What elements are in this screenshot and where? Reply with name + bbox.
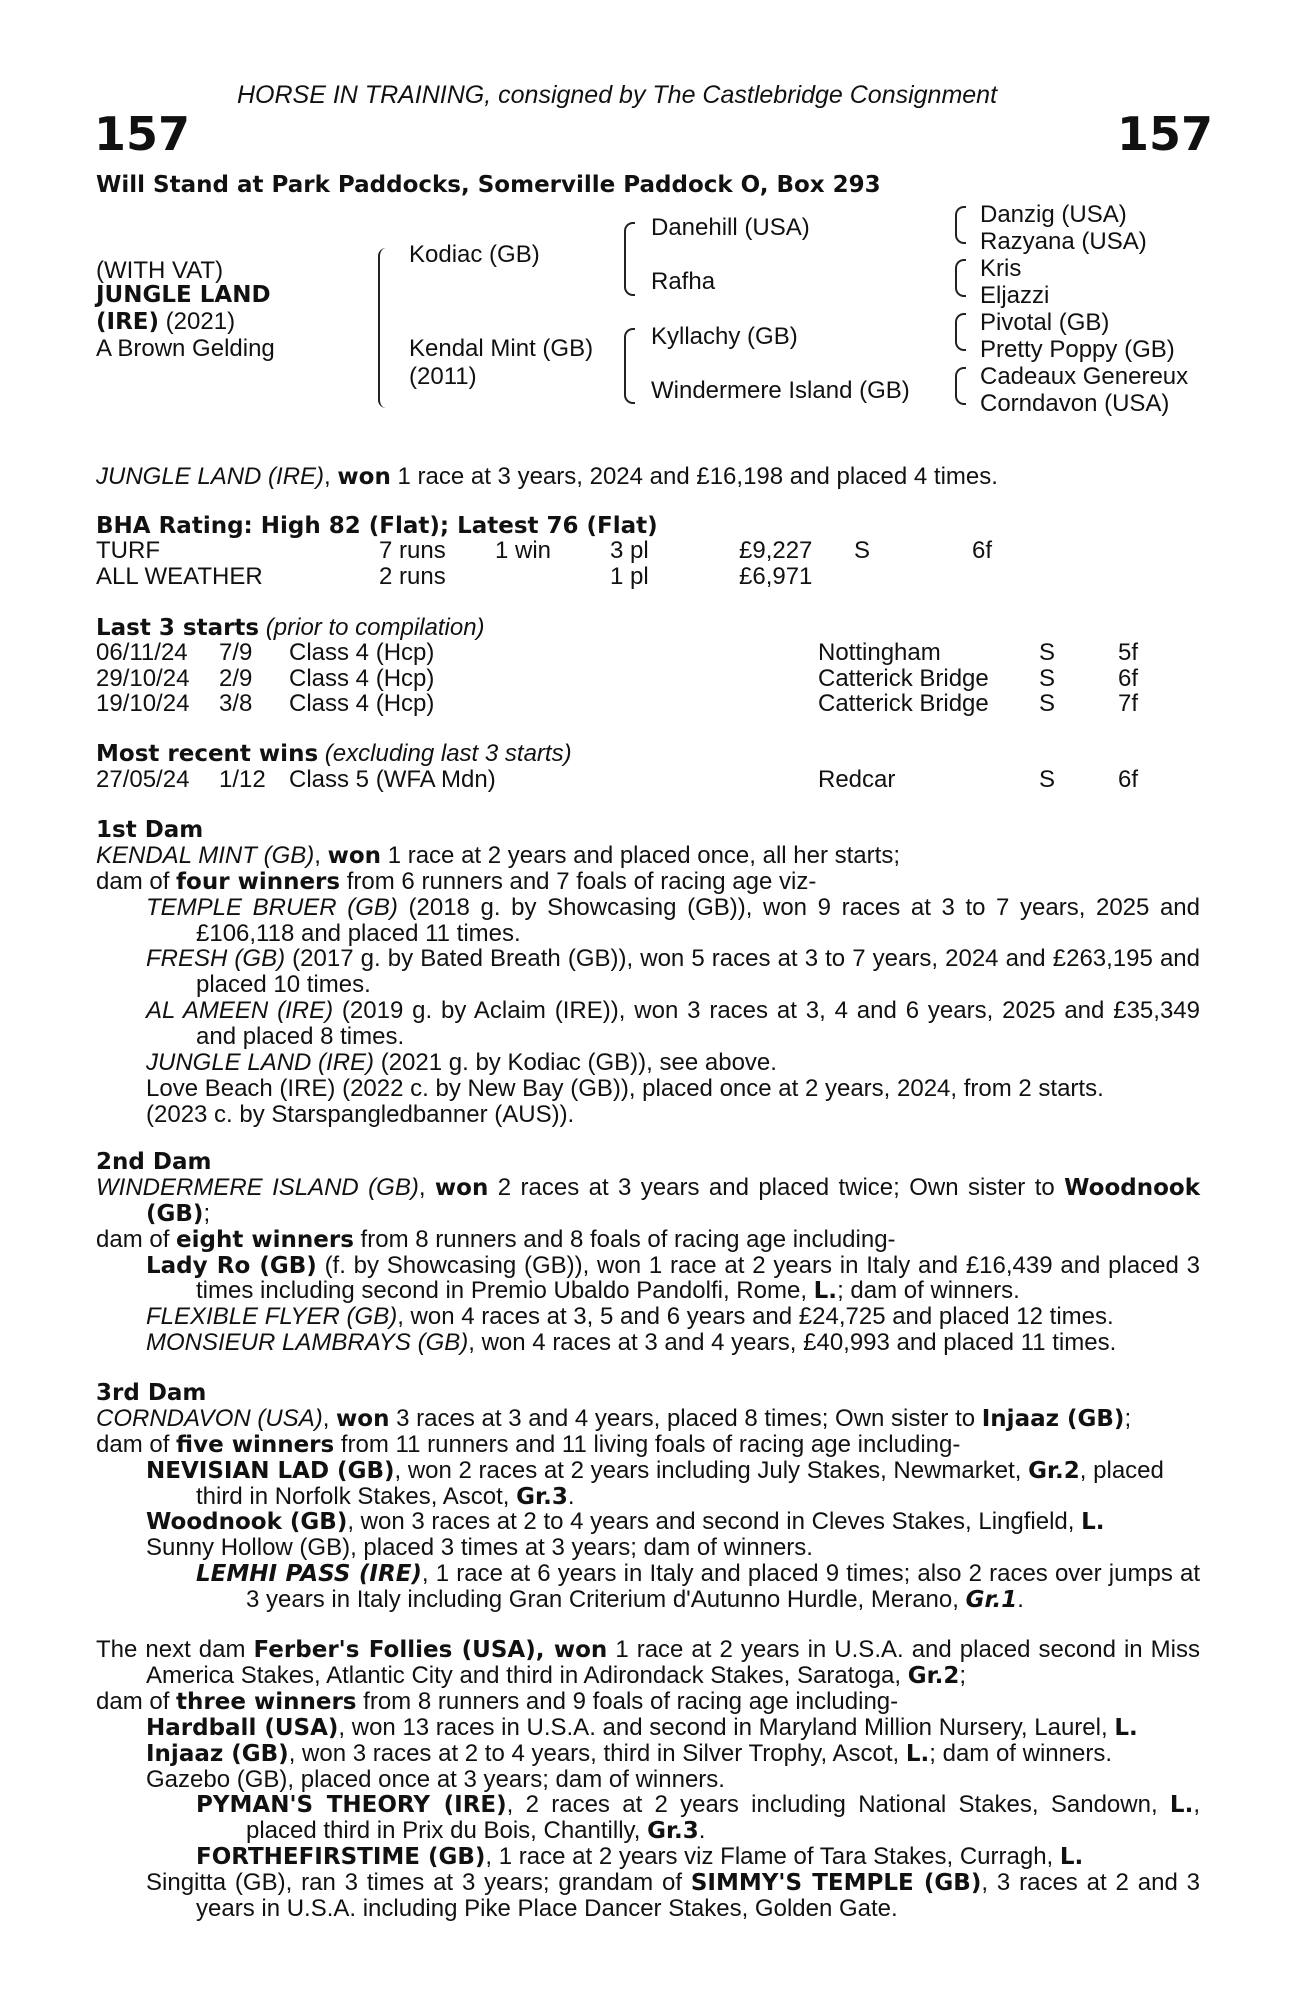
- pedigree-sdd: Eljazzi: [980, 282, 1050, 309]
- progeny-record: , placed third in Norfolk Stakes, Ascot,: [196, 1456, 1164, 1510]
- form-cls: Class 4 (Hcp): [289, 639, 435, 666]
- rating-placed: 1 pl: [610, 563, 649, 590]
- dam-name: Ferber's Follies (USA): [253, 1637, 536, 1663]
- progeny-record: , won 3 races at 2 to 4 years, third in Silver Trophy, Ascot,: [288, 1739, 906, 1767]
- race-grade: Gr.3: [647, 1818, 699, 1845]
- progeny-item: [96, 1741, 1200, 1767]
- form-date: 27/05/24: [96, 766, 190, 793]
- form-course: Catterick Bridge: [818, 690, 989, 717]
- form-pos: 1/12: [219, 766, 266, 793]
- dam-of-line: [96, 1689, 1200, 1715]
- text: ; dam of winners.: [837, 1277, 1020, 1305]
- progeny-name: JUNGLE LAND (IRE): [146, 1049, 375, 1077]
- progeny-item: [96, 1304, 1200, 1330]
- progeny-item: Sunny Hollow (GB), placed 3 times at 3 years; dam of winners.: [146, 1534, 813, 1562]
- progeny-item: [96, 1715, 1200, 1741]
- progeny-name: AL AMEEN (IRE): [146, 997, 334, 1025]
- text: ; dam of winners.: [929, 1739, 1113, 1767]
- race-grade: L.: [905, 1740, 930, 1767]
- progeny-item: [96, 1844, 1200, 1870]
- form-going: S: [1039, 664, 1056, 692]
- form-pos: 7/9: [219, 639, 253, 666]
- text: .: [1017, 1586, 1024, 1614]
- recent-wins-note: (excluding last 3 starts): [318, 740, 572, 767]
- dam-line: KENDAL MINT (GB), won 1 race at 2 years and placed once, all her starts;: [96, 841, 900, 869]
- won-label: won: [327, 842, 382, 869]
- text: ;: [959, 1661, 967, 1689]
- horse-description: A Brown Gelding: [96, 335, 275, 362]
- progeny-record: , won 3 races at 2 to 4 years and second in Cleves Stakes, Lingfield,: [347, 1508, 1082, 1536]
- dam-record: 3 races at 3 and 4 years, placed 8 times; Own sister to: [389, 1404, 982, 1432]
- form-date: 29/10/24: [96, 664, 190, 692]
- progeny-record: (2019 g. by Aclaim (IRE)), won 3 races at 3, 4 and 6 years, 2025 and £35,349 and placed 8 times.: [196, 997, 1200, 1051]
- progeny-name: MONSIEUR LAMBRAYS (GB): [146, 1329, 469, 1357]
- text: dam of: [96, 867, 177, 895]
- dam-of-line: [96, 869, 1200, 895]
- progeny-item: [96, 1253, 1200, 1305]
- first-dam-section: [96, 818, 1200, 1128]
- vat-note: (WITH VAT): [96, 257, 224, 284]
- dam-name: WINDERMERE ISLAND (GB): [96, 1173, 419, 1201]
- progeny-item: [96, 1050, 1200, 1076]
- section-heading: 3rd Dam: [96, 1380, 207, 1406]
- progeny-item: [96, 1561, 1200, 1613]
- dam-record: 1 race at 2 years in U.S.A. and placed second in Miss America Stakes, Atlantic City and third in Adirondack Stakes, Saratoga,: [146, 1636, 1201, 1689]
- won-label: won: [336, 1405, 390, 1432]
- second-dam-section: [96, 1150, 1200, 1356]
- progeny-item: Love Beach (IRE) (2022 c. by New Bay (GB)), placed once at 2 years, 2024, from 2 starts.: [146, 1074, 1104, 1102]
- race-grade: L.: [1059, 1844, 1084, 1871]
- progeny-record: , won 4 races at 3 and 4 years, £40,993 and placed 11 times.: [468, 1329, 1117, 1357]
- rating-wins: 1 win: [495, 537, 552, 564]
- text: from 8 runners and 9 foals of racing age including-: [356, 1687, 899, 1715]
- won-label: , won: [535, 1637, 608, 1663]
- progeny-item: [96, 1792, 1200, 1844]
- summary-horse-name: JUNGLE LAND (IRE): [96, 463, 325, 490]
- summary-text: 1 race at 3 years, 2024 and £16,198 and placed 4 times.: [390, 463, 998, 490]
- rating-going: S: [854, 537, 871, 564]
- race-grade: Gr.1: [965, 1587, 1018, 1614]
- text: The next dam: [96, 1636, 254, 1663]
- progeny-record: (2021 g. by Kodiac (GB)), see above.: [374, 1049, 777, 1077]
- rating-prize: £6,971: [739, 563, 813, 590]
- progeny-item: Gazebo (GB), placed once at 3 years; dam of winners.: [146, 1765, 725, 1793]
- pedigree-brace-main: [378, 248, 388, 408]
- pedigree-dss: Pivotal (GB): [980, 309, 1110, 336]
- text: from 8 runners and 8 foals of racing age including-: [353, 1225, 896, 1253]
- progeny-record: , won 2 races at 2 years including July Stakes, Newmarket,: [394, 1456, 1029, 1484]
- form-date: 06/11/24: [96, 639, 188, 666]
- race-grade: L.: [813, 1278, 838, 1305]
- pedigree-brace-sire: [624, 222, 635, 296]
- winners-count: eight winners: [176, 1226, 354, 1253]
- text: ;: [1124, 1404, 1132, 1432]
- pedigree-sire: Kodiac (GB): [409, 241, 540, 268]
- last-starts-heading: [96, 615, 485, 641]
- race-grade: Gr.2: [907, 1662, 960, 1689]
- progeny-record: , 1 race at 2 years viz Flame of Tara Stakes, Curragh,: [485, 1843, 1060, 1871]
- summary-won: won: [337, 464, 391, 490]
- race-grade: L.: [1081, 1509, 1105, 1536]
- text: .: [698, 1817, 706, 1845]
- progeny-name: FLEXIBLE FLYER (GB): [146, 1303, 398, 1331]
- progeny-record: , 2 races at 2 years including National Stakes, Sandown,: [506, 1791, 1170, 1819]
- text: dam of: [96, 1225, 177, 1253]
- dam-record: 2 races at 3 years and placed twice; Own sister to: [488, 1173, 1065, 1201]
- dam-record: 1 race at 2 years and placed once, all her starts;: [381, 841, 900, 869]
- race-summary: JUNGLE LAND (IRE), won 1 race at 3 years, 2024 and £16,198 and placed 4 times.: [96, 463, 998, 490]
- form-course: Nottingham: [818, 639, 941, 666]
- winners-count: four winners: [176, 868, 341, 895]
- last-starts-note: (prior to compilation): [259, 614, 485, 641]
- pedigree-dam: Kendal Mint (GB): [409, 335, 594, 362]
- rating-prize: £9,227: [739, 537, 813, 564]
- dam-of-line: [96, 1432, 1200, 1458]
- next-dam-section: [96, 1637, 1200, 1922]
- pedigree-brace-dam: [624, 328, 635, 404]
- text: from 11 runners and 11 living foals of racing age including-: [334, 1430, 961, 1458]
- third-dam-section: [96, 1381, 1200, 1613]
- text: dam of: [96, 1687, 177, 1715]
- pedigree-ssd: Razyana (USA): [980, 228, 1147, 255]
- pedigree-brace-sd: [955, 259, 966, 297]
- progeny-name: LEMHI PASS (IRE): [196, 1561, 422, 1588]
- form-date: 19/10/24: [96, 690, 190, 717]
- stand-location: Will Stand at Park Paddocks, Somerville Paddock O, Box 293: [96, 172, 881, 198]
- progeny-name: NEVISIAN LAD (GB): [146, 1457, 395, 1484]
- progeny-record: , 1 race at 6 years in Italy and placed 9 times; also 2 races over jumps at 3 years in Italy including Gran Criterium d'Autunno Hurdle, Merano,: [246, 1560, 1200, 1614]
- pedigree-brace-dd: [955, 367, 966, 405]
- progeny-item: (2023 c. by Starspangledbanner (AUS)).: [146, 1100, 575, 1128]
- pedigree-dam-sire: Kyllachy (GB): [651, 323, 798, 350]
- rating-surface: TURF: [96, 537, 160, 564]
- text: from 6 runners and 7 foals of racing age viz-: [340, 867, 817, 895]
- progeny-item: [96, 1509, 1200, 1535]
- rating-runs: 7 runs: [379, 537, 446, 564]
- pedigree-sire-dam: Rafha: [651, 268, 716, 295]
- pedigree-dsd: Pretty Poppy (GB): [980, 336, 1175, 363]
- horse-name: JUNGLE LAND: [96, 282, 271, 308]
- progeny-item: [96, 1330, 1200, 1356]
- last-starts-title: Last 3 starts: [96, 615, 260, 641]
- won-label: won: [434, 1174, 489, 1201]
- dam-line: WINDERMERE ISLAND (GB), won 2 races at 3 years and placed twice; Own sister to Woodnook (GB);: [96, 1173, 1201, 1227]
- dam-name: KENDAL MINT (GB): [96, 841, 315, 869]
- form-pos: 3/8: [219, 690, 253, 717]
- progeny-name: Woodnook (GB): [146, 1509, 348, 1536]
- winners-count: three winners: [176, 1688, 357, 1715]
- section-heading: 1st Dam: [96, 817, 204, 843]
- progeny-name: TEMPLE BRUER (GB): [146, 893, 398, 921]
- dam-of-line: [96, 1227, 1200, 1253]
- progeny-item: [96, 895, 1200, 947]
- race-grade: Gr.3: [516, 1483, 568, 1510]
- pedigree-dam-year: (2011): [409, 363, 477, 390]
- form-cls: Class 5 (WFA Mdn): [289, 766, 496, 793]
- form-dist: 6f: [1118, 766, 1139, 793]
- progeny-record: , placed third in Prix du Bois, Chantilly,: [246, 1791, 1200, 1845]
- bha-rating: BHA Rating: High 82 (Flat); Latest 76 (Flat): [96, 513, 658, 539]
- form-pos: 2/9: [219, 664, 253, 692]
- progeny-name: Lady Ro (GB): [146, 1252, 317, 1279]
- rating-runs: 2 runs: [379, 563, 446, 590]
- pedigree-brace-ss: [955, 206, 966, 244]
- form-dist: 6f: [1118, 664, 1139, 692]
- progeny-record: (2017 g. by Bated Breath (GB)), won 5 races at 3 to 7 years, 2024 and £263,195 and placed 10 times.: [196, 945, 1200, 999]
- sibling-name: Woodnook (GB): [146, 1174, 1201, 1227]
- form-going: S: [1039, 639, 1056, 666]
- progeny-item: [96, 946, 1200, 998]
- text: ;: [203, 1199, 211, 1227]
- rating-distance: 6f: [972, 537, 993, 564]
- text: dam of: [96, 1430, 177, 1458]
- horse-origin-year: [96, 309, 235, 335]
- rating-surface: ALL WEATHER: [96, 563, 263, 590]
- form-course: Catterick Bridge: [818, 664, 989, 692]
- dam-line: [96, 1637, 1200, 1689]
- progeny-record: , 3 races at 2 and 3 years in U.S.A. including Pike Place Dancer Stakes, Golden Gate.: [196, 1869, 1200, 1923]
- pedigree-sds: Kris: [980, 255, 1022, 282]
- progeny-record: , won 13 races in U.S.A. and second in Maryland Million Nursery, Laurel,: [338, 1713, 1115, 1741]
- form-going: S: [1039, 766, 1056, 793]
- progeny-name: Hardball (USA): [146, 1714, 339, 1741]
- progeny-record: Singitta (GB), ran 3 times at 3 years; grandam of: [146, 1869, 691, 1897]
- progeny-name: Injaaz (GB): [146, 1740, 289, 1767]
- progeny-name: PYMAN'S THEORY (IRE): [196, 1792, 507, 1819]
- dam-name: CORNDAVON (USA): [96, 1404, 323, 1432]
- progeny-record: , won 4 races at 3, 5 and 6 years and £24,725 and placed 12 times.: [397, 1303, 1114, 1331]
- progeny-name: SIMMY'S TEMPLE (GB): [690, 1870, 982, 1897]
- sibling-name: Injaaz (GB): [981, 1405, 1125, 1432]
- form-cls: Class 4 (Hcp): [289, 664, 435, 692]
- race-grade: L.: [1114, 1714, 1138, 1741]
- pedigree-brace-ds: [955, 313, 966, 351]
- progeny-item: [96, 998, 1200, 1050]
- progeny-name: FRESH (GB): [146, 945, 286, 973]
- form-dist: 7f: [1118, 690, 1139, 717]
- progeny-record: (f. by Showcasing (GB)), won 1 race at 2 years in Italy and £16,439 and placed 3 times including second in Premio Ubaldo Pandolfi, Rome,: [196, 1251, 1200, 1305]
- horse-country: (IRE): [96, 309, 160, 335]
- dam-line: CORNDAVON (USA), won 3 races at 3 and 4 years, placed 8 times; Own sister to Injaaz (GB);: [96, 1404, 1132, 1432]
- pedigree-dds: Cadeaux Genereux: [980, 363, 1189, 390]
- progeny-item: [96, 1458, 1200, 1510]
- lot-number-left: 157: [94, 107, 191, 161]
- horse-year: (2021): [159, 308, 236, 335]
- lot-number-right: 157: [1117, 107, 1214, 161]
- form-course: Redcar: [818, 766, 896, 793]
- text: .: [567, 1482, 575, 1510]
- progeny-item: [96, 1870, 1200, 1922]
- page-title: HORSE IN TRAINING, consigned by The Castlebridge Consignment: [237, 81, 998, 109]
- pedigree-sire-sire: Danehill (USA): [651, 214, 810, 241]
- progeny-name: FORTHEFIRSTIME (GB): [196, 1844, 486, 1871]
- race-grade: Gr.2: [1028, 1457, 1080, 1484]
- form-going: S: [1039, 690, 1056, 717]
- recent-wins-heading: [96, 741, 572, 767]
- pedigree-sss: Danzig (USA): [980, 201, 1127, 228]
- form-cls: Class 4 (Hcp): [289, 690, 435, 717]
- race-grade: L.: [1169, 1792, 1194, 1819]
- form-dist: 5f: [1118, 639, 1139, 666]
- progeny-record: (2018 g. by Showcasing (GB)), won 9 races at 3 to 7 years, 2025 and £106,118 and placed 11 times.: [196, 893, 1201, 947]
- pedigree-ddd: Corndavon (USA): [980, 390, 1170, 417]
- rating-placed: 3 pl: [610, 537, 649, 564]
- section-heading: 2nd Dam: [96, 1149, 212, 1175]
- winners-count: five winners: [176, 1431, 335, 1458]
- pedigree-dam-dam: Windermere Island (GB): [651, 377, 910, 404]
- recent-wins-title: Most recent wins: [96, 741, 319, 767]
